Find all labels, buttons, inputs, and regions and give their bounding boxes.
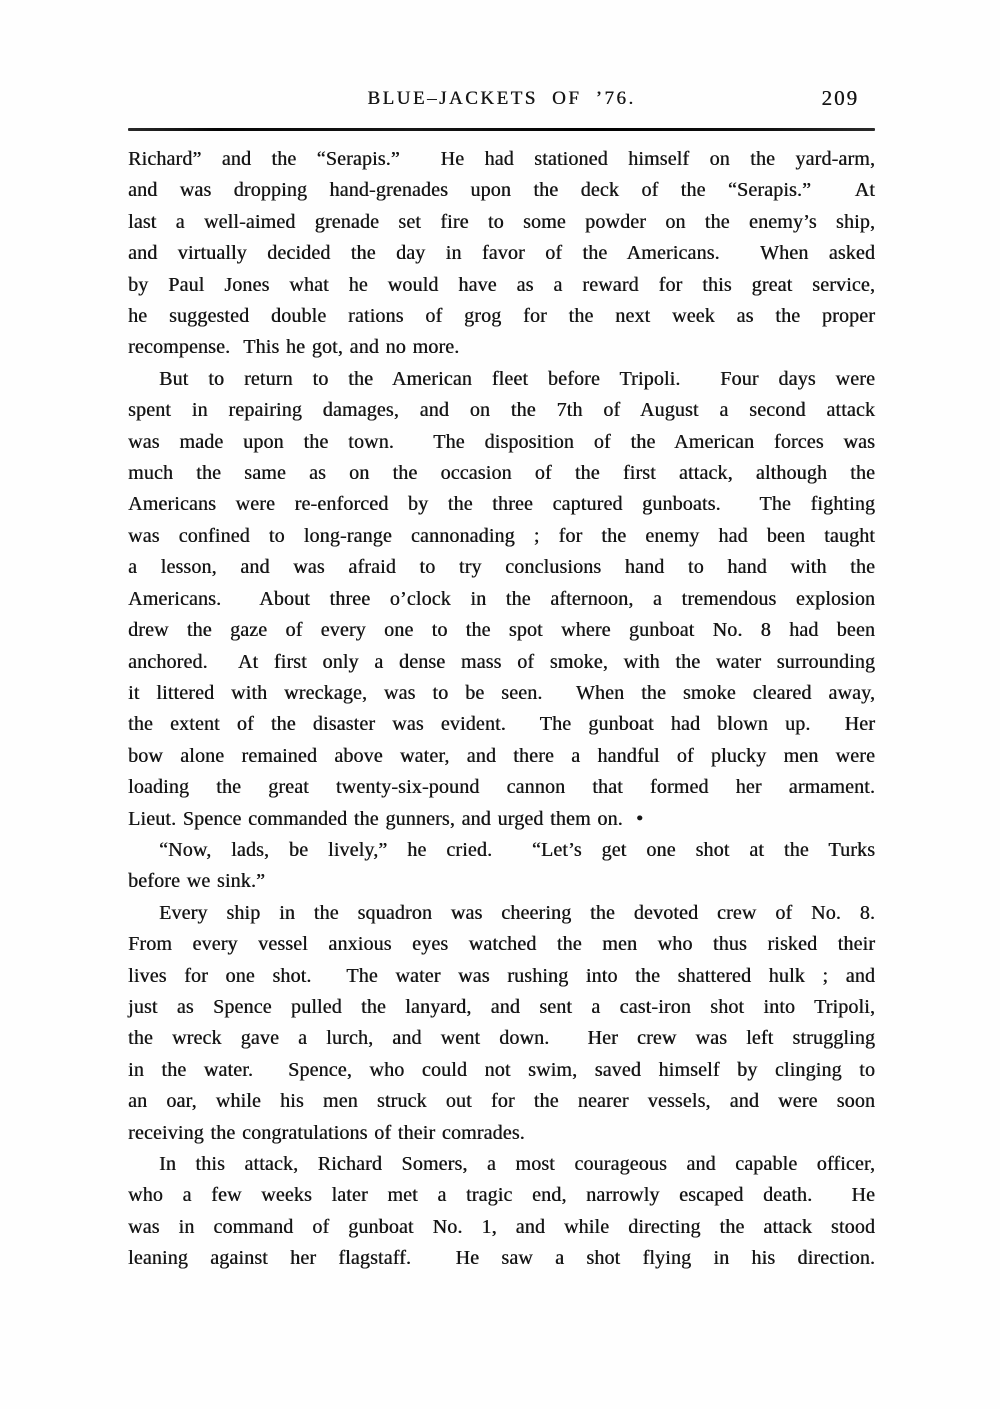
text-block — [128, 88, 875, 1275]
text-line: an oar, while his men struck out for the nearer vessels, and were soon — [128, 1090, 875, 1113]
running-header — [128, 88, 875, 114]
text-line: who a few weeks later met a tragic end, narrowly escaped death. He — [128, 1184, 875, 1207]
text-line: the extent of the disaster was evident. The gunboat had blown up. Her — [128, 713, 875, 736]
text-line: just as Spence pulled the lanyard, and sent a cast-iron shot into Tripoli, — [128, 995, 875, 1018]
text-line: was made upon the town. The disposition of the American forces was — [128, 430, 875, 453]
text-line: loading the great twenty-six-pound cannon that formed her armament. — [128, 776, 875, 799]
text-line: the wreck gave a lurch, and went down. Her crew was left struggling — [128, 1027, 875, 1050]
text-line: by Paul Jones what he would have as a reward for this great service, — [128, 273, 875, 296]
text-line: and virtually decided the day in favor of the Americans. When asked — [128, 242, 875, 265]
text-line: Richard” and the “Serapis.” He had stationed himself on the yard-arm, — [128, 148, 875, 170]
text-line: Americans were re-enforced by the three captured gunboats. The fighting — [128, 493, 875, 516]
text-line: last a well-aimed grenade set fire to some powder on the enemy’s ship, — [128, 210, 875, 233]
text-line: Lieut. Spence commanded the gunners, and urged them on. • — [128, 807, 644, 830]
paragraph — [128, 1149, 875, 1275]
page-number: 209 — [821, 86, 859, 110]
text-line: leaning against her flagstaff. He saw a shot flying in his direction. — [128, 1247, 875, 1270]
paragraph — [128, 835, 875, 898]
text-line: lives for one shot. The water was rushing into the shattered hulk ; and — [128, 964, 875, 987]
text-body — [128, 144, 875, 1275]
text-line: In this attack, Richard Somers, a most courageous and capable officer, — [159, 1153, 875, 1175]
text-line: much the same as on the occasion of the first attack, although the — [128, 462, 875, 485]
text-line: it littered with wreckage, was to be seen. When the smoke cleared away, — [128, 681, 875, 704]
text-line: was in command of gunboat No. 1, and while directing the attack stood — [128, 1215, 875, 1238]
paragraph — [128, 364, 875, 835]
header-rule — [128, 128, 875, 131]
text-line: Americans. About three o’clock in the afternoon, a tremendous explosion — [128, 587, 875, 610]
text-line: was confined to long-range cannonading ; for the enemy had been taught — [128, 524, 875, 547]
paragraph — [128, 898, 875, 1149]
text-line: spent in repairing damages, and on the 7th of August a second attack — [128, 399, 875, 422]
text-line: bow alone remained above water, and there a handful of plucky men were — [128, 744, 875, 767]
text-line: before we sink.” — [128, 870, 266, 893]
text-line: From every vessel anxious eyes watched the men who thus risked their — [128, 933, 875, 956]
text-line: anchored. At first only a dense mass of smoke, with the water surrounding — [128, 650, 875, 673]
text-line: Every ship in the squadron was cheering the devoted crew of No. 8. — [159, 901, 875, 924]
text-line: recompense. This he got, and no more. — [128, 336, 460, 359]
paragraph — [128, 144, 875, 364]
text-line: drew the gaze of every one to the spot where gunboat No. 8 had been — [128, 619, 875, 642]
text-line: But to return to the American fleet before Tripoli. Four days were — [159, 367, 875, 390]
text-line: “Now, lads, be lively,” he cried. “Let’s get one shot at the Turks — [159, 838, 875, 861]
text-line: and was dropping hand-grenades upon the deck of the “Serapis.” At — [128, 179, 875, 202]
text-line: a lesson, and was afraid to try conclusions hand to hand with the — [128, 556, 875, 579]
text-line: receiving the congratulations of their comrades. — [128, 1121, 525, 1144]
text-line: in the water. Spence, who could not swim, saved himself by clinging to — [128, 1058, 875, 1081]
page-title: BLUE–JACKETS OF ’76. — [367, 88, 636, 109]
text-line: he suggested double rations of grog for the next week as the proper — [128, 305, 875, 328]
